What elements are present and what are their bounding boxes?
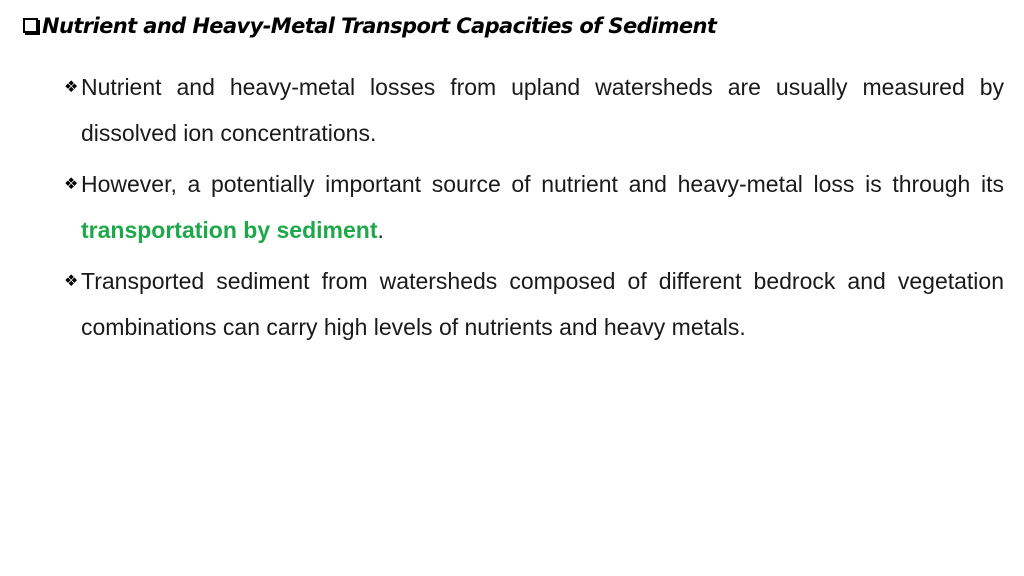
bullet-list	[64, 64, 1004, 355]
bullet-text-end: .	[377, 217, 384, 243]
diamond-star-icon: ❖	[64, 271, 79, 290]
slide-title: Nutrient and Heavy-Metal Transport Capacities of Sediment	[42, 14, 717, 38]
checkbox-square-icon	[23, 18, 38, 33]
bullet-item	[64, 64, 1004, 156]
bullet-item	[64, 258, 1004, 350]
slide-heading	[23, 14, 716, 38]
bullet-text: Nutrient and heavy-metal losses from upland watersheds are usually measured by dissolved ion concentrations.	[81, 74, 1004, 146]
bullet-item	[64, 161, 1004, 253]
bullet-text: However, a potentially important source of nutrient and heavy-metal loss is through its	[81, 171, 1004, 197]
bullet-text: Transported sediment from watersheds composed of different bedrock and vegetation combinations can carry high levels of nutrients and heavy metals.	[81, 268, 1004, 340]
diamond-star-icon: ❖	[64, 174, 79, 193]
highlighted-phrase: transportation by sediment	[81, 217, 378, 243]
diamond-star-icon: ❖	[64, 77, 79, 96]
